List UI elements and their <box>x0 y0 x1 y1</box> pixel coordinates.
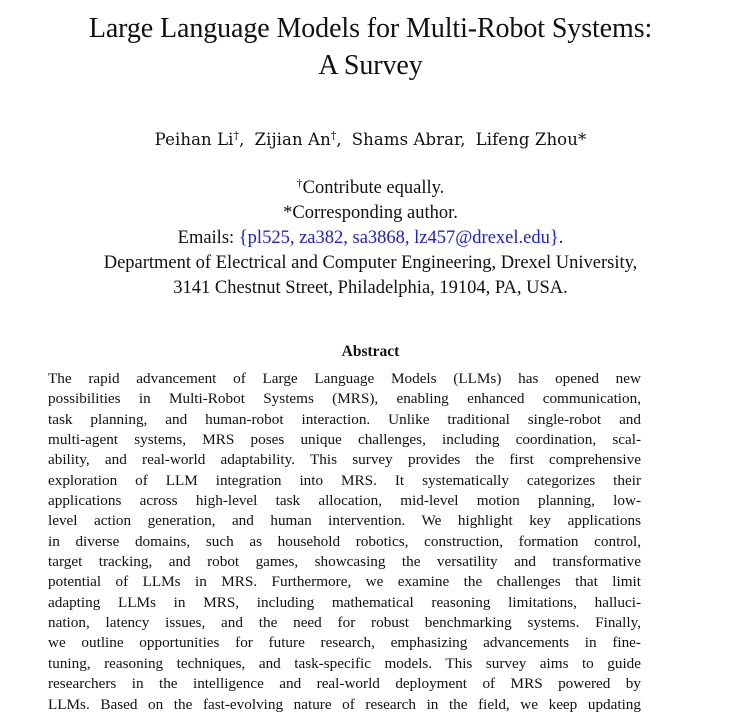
abstract-line: adapting LLMs in MRS, including mathematical reasoning limitations, halluci- <box>48 593 641 611</box>
abstract-line: researchers in the intelligence and real-world deployment of MRS powered by <box>48 675 641 693</box>
author-name: Zijian An†, <box>254 129 342 149</box>
emails-line: Emails: {pl525, za382, sa3868, lz457@drexel.edu}. <box>177 228 564 248</box>
emails-label: Emails: <box>177 228 239 248</box>
abstract-line: multi-agent systems, MRS poses unique challenges, including coordination, scal- <box>48 431 641 449</box>
abstract-text <box>48 369 641 715</box>
affiliation-line: Department of Electrical and Computer Engineering, Drexel University, <box>103 253 638 273</box>
dagger-mark: † <box>296 176 303 190</box>
abstract-line: LLMs. Based on the fast-evolving nature of research in the field, we keep updating <box>48 695 641 713</box>
abstract-line: applications across high-level task allocation, mid-level motion planning, low- <box>48 492 641 510</box>
author-name: Peihan Li†, <box>154 129 245 149</box>
affiliation-line: 3141 Chestnut Street, Philadelphia, 19104, PA, USA. <box>173 278 568 298</box>
author-mark: † <box>330 129 337 142</box>
abstract-line: task planning, and human-robot interaction. Unlike traditional single-robot and <box>48 410 641 428</box>
abstract-line: level action generation, and human intervention. We highlight key applications <box>48 512 641 530</box>
author-name: Shams Abrar, <box>351 130 466 149</box>
abstract-line: nation, latency issues, and the need for robust benchmarking systems. Finally, <box>48 614 641 632</box>
author-list <box>0 124 741 152</box>
abstract-line: exploration of LLM integration into MRS. It systematically categorizes their <box>48 471 641 489</box>
author-notes <box>0 171 741 301</box>
email-link[interactable]: {pl525, za382, sa3868, lz457@drexel.edu} <box>238 228 559 248</box>
abstract-line: The rapid advancement of Large Language Models (LLMs) has opened new <box>48 370 641 387</box>
abstract-line: potential of LLMs in MRS. Furthermore, we examine the challenges that limit <box>48 573 641 591</box>
corresponding-author-note: *Corresponding author. <box>283 203 458 223</box>
title-line: A Survey <box>318 50 423 81</box>
abstract-line: we outline opportunities for future research, emphasizing advancements in fine- <box>48 634 641 652</box>
abstract-line: possibilities in Multi-Robot Systems (MRS), enabling enhanced communication, <box>48 390 641 408</box>
title-line: Large Language Models for Multi-Robot Systems: <box>88 13 653 44</box>
paper-title <box>0 10 741 84</box>
abstract-line: target tracking, and robot games, showcasing the versatility and transformative <box>48 553 641 571</box>
abstract-heading: Abstract <box>341 343 400 360</box>
author-mark: * <box>577 130 587 149</box>
author-mark: † <box>233 129 240 142</box>
abstract-line: in diverse domains, such as household robotics, construction, formation control, <box>48 532 641 550</box>
abstract-line: ability, and real-world adaptability. This survey provides the first comprehensive <box>48 451 641 469</box>
abstract-line: tuning, reasoning techniques, and task-specific models. This survey aims to guide <box>48 654 641 672</box>
author-name: Lifeng Zhou* <box>475 130 587 149</box>
equal-contribution-note: †Contribute equally. <box>296 176 445 198</box>
